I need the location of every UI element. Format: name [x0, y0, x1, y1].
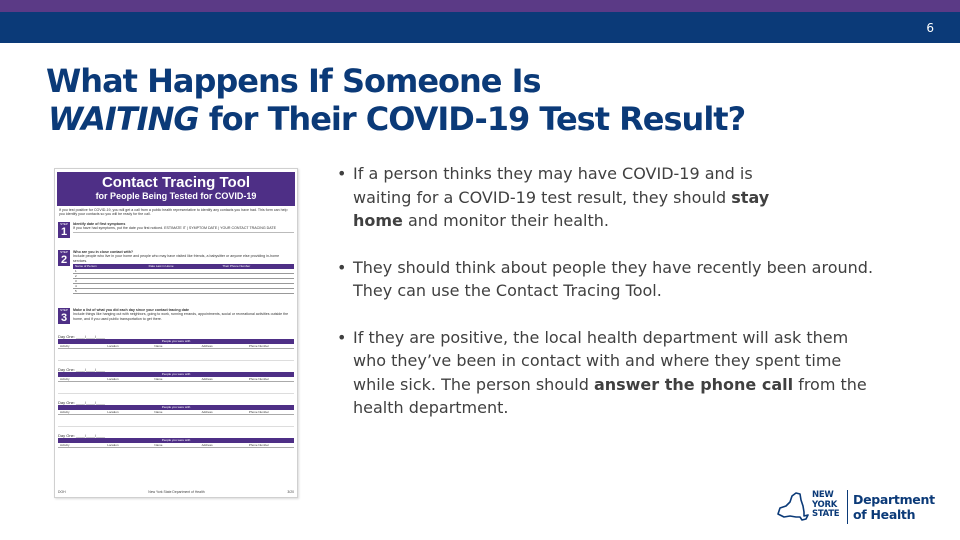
bullet-item: • If they are positive, the local health department will ask them who they’ve been in contact with and where they spent time while sick. The person should answer the phone call from the health department.: [337, 326, 882, 420]
department-wordmark: Department of Health: [853, 492, 935, 522]
table-row: 1: [73, 269, 294, 274]
doc-step-1: STEP 1 Identify date of first symptoms If you have had symptoms, put the date you first noticed. ESTIMATE IT | SYMPTOM DATE | YOUR CONTACT TRACING DATE: [58, 222, 294, 248]
emphasis-stay-home: stay home: [353, 187, 770, 230]
table-row: 4: [73, 284, 294, 289]
doc-step-3: STEP 3 Make a list of what you did each day since your contact tracing date Include things like hanging out with neighbors, going to work, running errands, appointments, social or recreational activities outside the home, and if you used public transportation to get there.: [58, 308, 294, 328]
contact-table-header: Name of Person Date Last in Home Their Phone Number: [73, 264, 294, 269]
title-line2: [48, 100, 766, 138]
bullet-item: • If a person thinks they may have COVID-19 and is waiting for a COVID-19 test result, they should stay home and monitor their health.: [337, 162, 797, 233]
doc-step-2: STEP 2 Who are you in close contact with? Include people who live in your home and people who may have visited like friends, a babysitter or anyone else providing in-home services. Name of Person Date Last in Home Their Phone Number 1 2 3 4 5: [58, 250, 294, 306]
step-badge-1: STEP 1: [58, 222, 70, 238]
doc-subtitle: for People Being Tested for COVID-19: [95, 191, 257, 201]
doc-footer: DOH New York State Department of Health 3/20: [58, 490, 294, 494]
title-emphasis: WAITING: [48, 100, 199, 138]
table-row: 5: [73, 289, 294, 294]
logo-divider: [847, 490, 848, 524]
title-line1: What Happens If Someone Is: [46, 62, 541, 100]
slide-title: [46, 62, 766, 138]
ny-state-wordmark: NEW YORK STATE: [812, 490, 840, 520]
day-block: Day One: ____/____/____ People you were with Activity Location Name Address Phone Number: [58, 334, 294, 361]
emphasis-answer-call: answer the phone call: [593, 374, 794, 394]
new-york-state-map-icon: [776, 490, 810, 524]
page-number: 6: [926, 21, 934, 35]
top-accent-stripe: [0, 0, 960, 12]
step-badge-3: STEP 3: [58, 308, 70, 324]
doc-intro: If you test positive for COVID-19, you will get a call from a public health representative to identify any contacts you have had. This form can help you identify your contacts so you will be ready for the call.: [59, 208, 288, 217]
bullet-item: • They should think about people they have recently been around. They can use the Contact Tracing Tool.: [337, 256, 882, 303]
table-row: 2: [73, 274, 294, 279]
doc-header: [57, 172, 295, 206]
title-line2-rest: for Their COVID-19 Test Result?: [198, 100, 746, 138]
step-badge-2: STEP 2: [58, 250, 70, 266]
day-block: Day One: ____/____/____ People you were with Activity Location Name Address Phone Number: [58, 367, 294, 394]
nys-department-of-health-logo: [776, 488, 946, 528]
day-block: Day One: ____/____/____ People you were with Activity Location Name Address Phone Number: [58, 400, 294, 427]
bullet-list: [337, 162, 897, 443]
table-row: 3: [73, 279, 294, 284]
header-bar: [0, 12, 960, 43]
doc-title: Contact Tracing Tool: [101, 174, 251, 191]
contact-tracing-tool-thumbnail: [54, 168, 298, 498]
day-block: Day One: ____/____/____ People you were with Activity Location Name Address Phone Number: [58, 433, 294, 448]
